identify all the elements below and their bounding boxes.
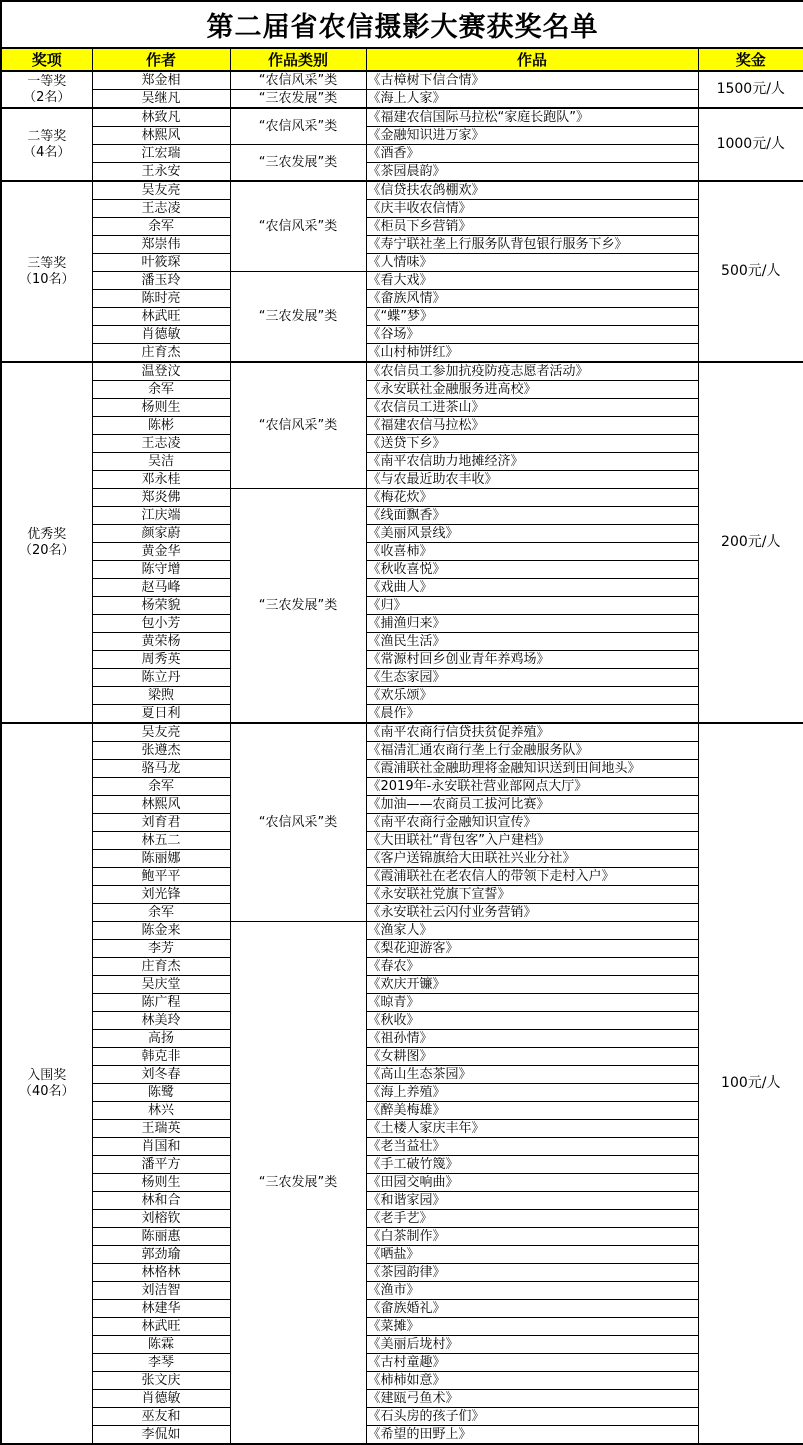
table-row [1,1030,803,1048]
work-cell: 《南平农信助力地摊经济》 [366,453,698,471]
table-row [1,633,803,651]
table-row [1,832,803,850]
award-name: 入围奖 [27,1067,67,1083]
work-cell: 《茶园晨韵》 [366,163,698,182]
award-cell [1,71,92,108]
table-row [1,200,803,218]
table-row [1,1336,803,1354]
author-cell: 陈彬 [92,417,230,435]
table-row [1,994,803,1012]
table-row [1,1228,803,1246]
award-cell [1,723,92,1444]
author-cell: 余军 [92,778,230,796]
author-cell: 余军 [92,381,230,399]
table-row [1,778,803,796]
title-row [1,1,803,48]
work-cell: 《农信员工参加抗疫防疫志愿者活动》 [366,362,698,381]
work-cell: 《畲族风情》 [366,290,698,308]
author-cell: 吴洁 [92,453,230,471]
author-cell: 潘平方 [92,1156,230,1174]
work-cell: 《古村童趣》 [366,1354,698,1372]
author-cell: 王志凌 [92,200,230,218]
table-row [1,308,803,326]
award-count: （40名） [18,1083,75,1099]
award-cell [1,108,92,181]
author-cell: 黄荣杨 [92,633,230,651]
work-cell: 《看大戏》 [366,272,698,290]
table-row [1,290,803,308]
award-cell [1,181,92,362]
table-row [1,1174,803,1192]
work-cell: 《“蝶”梦》 [366,308,698,326]
award-count: （4名） [23,144,71,160]
table-row [1,417,803,435]
work-cell: 《田园交响曲》 [366,1174,698,1192]
table-row [1,435,803,453]
column-header-author: 作者 [92,48,230,71]
work-cell: 《白茶制作》 [366,1228,698,1246]
author-cell: 梁煦 [92,687,230,705]
work-cell: 《渔市》 [366,1282,698,1300]
table-row [1,1138,803,1156]
author-cell: 高扬 [92,1030,230,1048]
author-cell: 杨荣貌 [92,597,230,615]
award-count: （2名） [23,89,71,105]
header-row [1,48,803,71]
table-row [1,1120,803,1138]
category-cell: “农信风采”类 [230,108,366,145]
work-cell: 《收喜柿》 [366,543,698,561]
table-row [1,651,803,669]
award-count: （20名） [18,542,75,558]
table-row [1,344,803,363]
table-row [1,1354,803,1372]
work-cell: 《大田联社“背包客”入户建档》 [366,832,698,850]
table-row [1,760,803,778]
author-cell: 赵马峰 [92,579,230,597]
prize-cell: 500元/人 [698,181,803,362]
author-cell: 林格林 [92,1264,230,1282]
author-cell: 鲍平平 [92,868,230,886]
table-row [1,1372,803,1390]
work-cell: 《客户送锦旗给大田联社兴业分社》 [366,850,698,868]
author-cell: 李琴 [92,1354,230,1372]
table-row [1,904,803,922]
award-name: 一等奖 [27,73,67,89]
author-cell: 王瑞英 [92,1120,230,1138]
author-cell: 陈立丹 [92,669,230,687]
author-cell: 林武旺 [92,308,230,326]
table-row [1,669,803,687]
table-row [1,922,803,940]
author-cell: 陈丽娜 [92,850,230,868]
work-cell: 《建瓯弓鱼术》 [366,1390,698,1408]
table-row [1,1318,803,1336]
table-row [1,976,803,994]
table-row [1,1102,803,1120]
table-row [1,1264,803,1282]
author-cell: 夏日利 [92,705,230,724]
work-cell: 《高山生态茶园》 [366,1066,698,1084]
table-row [1,958,803,976]
table-row [1,868,803,886]
author-cell: 郑炎佛 [92,489,230,507]
award-count: （10名） [18,271,75,287]
work-cell: 《福建农信马拉松》 [366,417,698,435]
table-row [1,1012,803,1030]
work-cell: 《加油——农商员工拔河比赛》 [366,796,698,814]
work-cell: 《庆丰收农信情》 [366,200,698,218]
work-cell: 《线面飘香》 [366,507,698,525]
work-cell: 《美丽后垅村》 [366,1336,698,1354]
work-cell: 《归》 [366,597,698,615]
work-cell: 《柜员下乡营销》 [366,218,698,236]
work-cell: 《福建农信国际马拉松“家庭长跑队”》 [366,108,698,127]
work-cell: 《古樟树下信合情》 [366,71,698,90]
author-cell: 巫友和 [92,1408,230,1426]
author-cell: 邓永桂 [92,471,230,489]
table-row [1,236,803,254]
author-cell: 庄育杰 [92,344,230,363]
work-cell: 《南平农商行金融知识宣传》 [366,814,698,832]
author-cell: 肖德敏 [92,1390,230,1408]
table-row [1,90,803,109]
author-cell: 刘育君 [92,814,230,832]
table-row [1,561,803,579]
table-row [1,705,803,724]
work-cell: 《梅花炊》 [366,489,698,507]
work-cell: 《欢乐颂》 [366,687,698,705]
author-cell: 王志凌 [92,435,230,453]
author-cell: 林美玲 [92,1012,230,1030]
author-cell: 吴继凡 [92,90,230,109]
work-cell: 《秋收喜悦》 [366,561,698,579]
award-table-body [1,71,803,1444]
category-cell: “农信风采”类 [230,71,366,90]
author-cell: 郑金相 [92,71,230,90]
work-cell: 《南平农商行信贷扶贫促养殖》 [366,723,698,742]
table-row [1,597,803,615]
work-cell: 《渔民生活》 [366,633,698,651]
work-cell: 《海上养殖》 [366,1084,698,1102]
author-cell: 周秀英 [92,651,230,669]
author-cell: 叶筱琛 [92,254,230,272]
author-cell: 李芳 [92,940,230,958]
author-cell: 林建华 [92,1300,230,1318]
author-cell: 庄育杰 [92,958,230,976]
author-cell: 林五二 [92,832,230,850]
author-cell: 肖德敏 [92,326,230,344]
table-row [1,1246,803,1264]
table-row [1,1048,803,1066]
table-row [1,796,803,814]
author-cell: 吴友亮 [92,181,230,200]
author-cell: 林熙风 [92,796,230,814]
table-row [1,254,803,272]
author-cell: 刘冬春 [92,1066,230,1084]
column-header-prize: 奖金 [698,48,803,71]
prize-cell: 1000元/人 [698,108,803,181]
author-cell: 肖国和 [92,1138,230,1156]
table-row [1,326,803,344]
table-row [1,543,803,561]
work-cell: 《酒香》 [366,145,698,163]
table-row [1,1192,803,1210]
author-cell: 刘洁智 [92,1282,230,1300]
category-cell: “三农发展”类 [230,272,366,363]
work-cell: 《人情味》 [366,254,698,272]
category-cell: “三农发展”类 [230,489,366,724]
table-row [1,579,803,597]
author-cell: 陈金来 [92,922,230,940]
author-cell: 陈时亮 [92,290,230,308]
work-cell: 《与农最近助农丰收》 [366,471,698,489]
author-cell: 包小芳 [92,615,230,633]
table-row [1,489,803,507]
author-cell: 骆马龙 [92,760,230,778]
category-cell: “三农发展”类 [230,145,366,182]
author-cell: 余军 [92,904,230,922]
table-row [1,723,803,742]
work-cell: 《霞浦联社在老农信人的带领下走村入户》 [366,868,698,886]
work-cell: 《美丽风景线》 [366,525,698,543]
work-cell: 《晒盐》 [366,1246,698,1264]
author-cell: 潘玉玲 [92,272,230,290]
work-cell: 《送贷下乡》 [366,435,698,453]
work-cell: 《戏曲人》 [366,579,698,597]
work-cell: 《谷场》 [366,326,698,344]
prize-cell: 200元/人 [698,362,803,723]
author-cell: 吴庆堂 [92,976,230,994]
table-row [1,1156,803,1174]
table-row [1,1408,803,1426]
work-cell: 《常源村回乡创业青年养鸡场》 [366,651,698,669]
author-cell: 刘光锋 [92,886,230,904]
author-cell: 张遵杰 [92,742,230,760]
author-cell: 陈霖 [92,1336,230,1354]
work-cell: 《畲族婚礼》 [366,1300,698,1318]
table-row [1,850,803,868]
table-row [1,71,803,90]
work-cell: 《福清汇通农商行垄上行金融服务队》 [366,742,698,760]
work-cell: 《手工破竹篾》 [366,1156,698,1174]
category-cell: “三农发展”类 [230,90,366,109]
author-cell: 余军 [92,218,230,236]
table-row [1,1390,803,1408]
table-row [1,163,803,182]
work-cell: 《梨花迎游客》 [366,940,698,958]
work-cell: 《祖孙情》 [366,1030,698,1048]
award-cell [1,362,92,723]
work-cell: 《永安联社金融服务进高校》 [366,381,698,399]
author-cell: 黄金华 [92,543,230,561]
table-row [1,1282,803,1300]
work-cell: 《农信员工进茶山》 [366,399,698,417]
author-cell: 林兴 [92,1102,230,1120]
column-header-work: 作品 [366,48,698,71]
table-row [1,1300,803,1318]
prize-cell: 100元/人 [698,723,803,1444]
author-cell: 林熙风 [92,127,230,145]
work-cell: 《霞浦联社金融助理将金融知识送到田间地头》 [366,760,698,778]
author-cell: 林武旺 [92,1318,230,1336]
author-cell: 郭劲瑜 [92,1246,230,1264]
category-cell: “农信风采”类 [230,362,366,489]
table-row [1,1426,803,1445]
author-cell: 郑崇伟 [92,236,230,254]
author-cell: 韩克非 [92,1048,230,1066]
table-row [1,814,803,832]
work-cell: 《秋收》 [366,1012,698,1030]
table-row [1,615,803,633]
work-cell: 《山村柿饼红》 [366,344,698,363]
author-cell: 刘榕钦 [92,1210,230,1228]
work-cell: 《晨作》 [366,705,698,724]
work-cell: 《老当益壮》 [366,1138,698,1156]
author-cell: 陈守增 [92,561,230,579]
author-cell: 江庆端 [92,507,230,525]
table-row [1,381,803,399]
work-cell: 《捕渔归来》 [366,615,698,633]
table-row [1,1066,803,1084]
column-header-award: 奖项 [1,48,92,71]
work-cell: 《海上人家》 [366,90,698,109]
author-cell: 陈丽惠 [92,1228,230,1246]
category-cell: “农信风采”类 [230,723,366,922]
work-cell: 《信贷扶农鸽棚欢》 [366,181,698,200]
table-row [1,886,803,904]
work-cell: 《土楼人家庆丰年》 [366,1120,698,1138]
work-cell: 《渔家人》 [366,922,698,940]
work-cell: 《永安联社党旗下宣誓》 [366,886,698,904]
table-row [1,127,803,145]
author-cell: 李侃如 [92,1426,230,1445]
table-row [1,272,803,290]
author-cell: 温登汶 [92,362,230,381]
column-header-category: 作品类别 [230,48,366,71]
work-cell: 《老手艺》 [366,1210,698,1228]
table-row [1,507,803,525]
author-cell: 颜家蔚 [92,525,230,543]
author-cell: 江宏瑞 [92,145,230,163]
work-cell: 《菜摊》 [366,1318,698,1336]
table-row [1,108,803,127]
author-cell: 张文庆 [92,1372,230,1390]
category-cell: “三农发展”类 [230,922,366,1445]
work-cell: 《柿柿如意》 [366,1372,698,1390]
table-row [1,742,803,760]
work-cell: 《春农》 [366,958,698,976]
table-row [1,940,803,958]
work-cell: 《女耕图》 [366,1048,698,1066]
award-name: 优秀奖 [27,526,67,542]
table-row [1,362,803,381]
author-cell: 林致凡 [92,108,230,127]
author-cell: 林和合 [92,1192,230,1210]
work-cell: 《永安联社云闪付业务营销》 [366,904,698,922]
table-row [1,1210,803,1228]
author-cell: 吴友亮 [92,723,230,742]
author-cell: 杨则生 [92,1174,230,1192]
work-cell: 《晾青》 [366,994,698,1012]
table-row [1,687,803,705]
work-cell: 《石头房的孩子们》 [366,1408,698,1426]
table-row [1,1084,803,1102]
work-cell: 《2019年-永安联社营业部网点大厅》 [366,778,698,796]
category-cell: “农信风采”类 [230,181,366,272]
author-cell: 陈广程 [92,994,230,1012]
award-name: 三等奖 [27,255,67,271]
work-cell: 《寿宁联社垄上行服务队背包银行服务下乡》 [366,236,698,254]
author-cell: 王永安 [92,163,230,182]
work-cell: 《和谐家园》 [366,1192,698,1210]
work-cell: 《欢庆开镰》 [366,976,698,994]
table-row [1,218,803,236]
table-row [1,181,803,200]
page-title: 第二届省农信摄影大赛获奖名单 [1,1,803,48]
work-cell: 《茶园韵律》 [366,1264,698,1282]
table-row [1,471,803,489]
table-row [1,399,803,417]
award-name: 二等奖 [27,128,67,144]
work-cell: 《生态家园》 [366,669,698,687]
work-cell: 《金融知识进万家》 [366,127,698,145]
work-cell: 《希望的田野上》 [366,1426,698,1445]
author-cell: 陈鹭 [92,1084,230,1102]
prize-cell: 1500元/人 [698,71,803,108]
table-row [1,525,803,543]
author-cell: 杨则生 [92,399,230,417]
work-cell: 《醉美梅雄》 [366,1102,698,1120]
table-row [1,453,803,471]
table-row [1,145,803,163]
